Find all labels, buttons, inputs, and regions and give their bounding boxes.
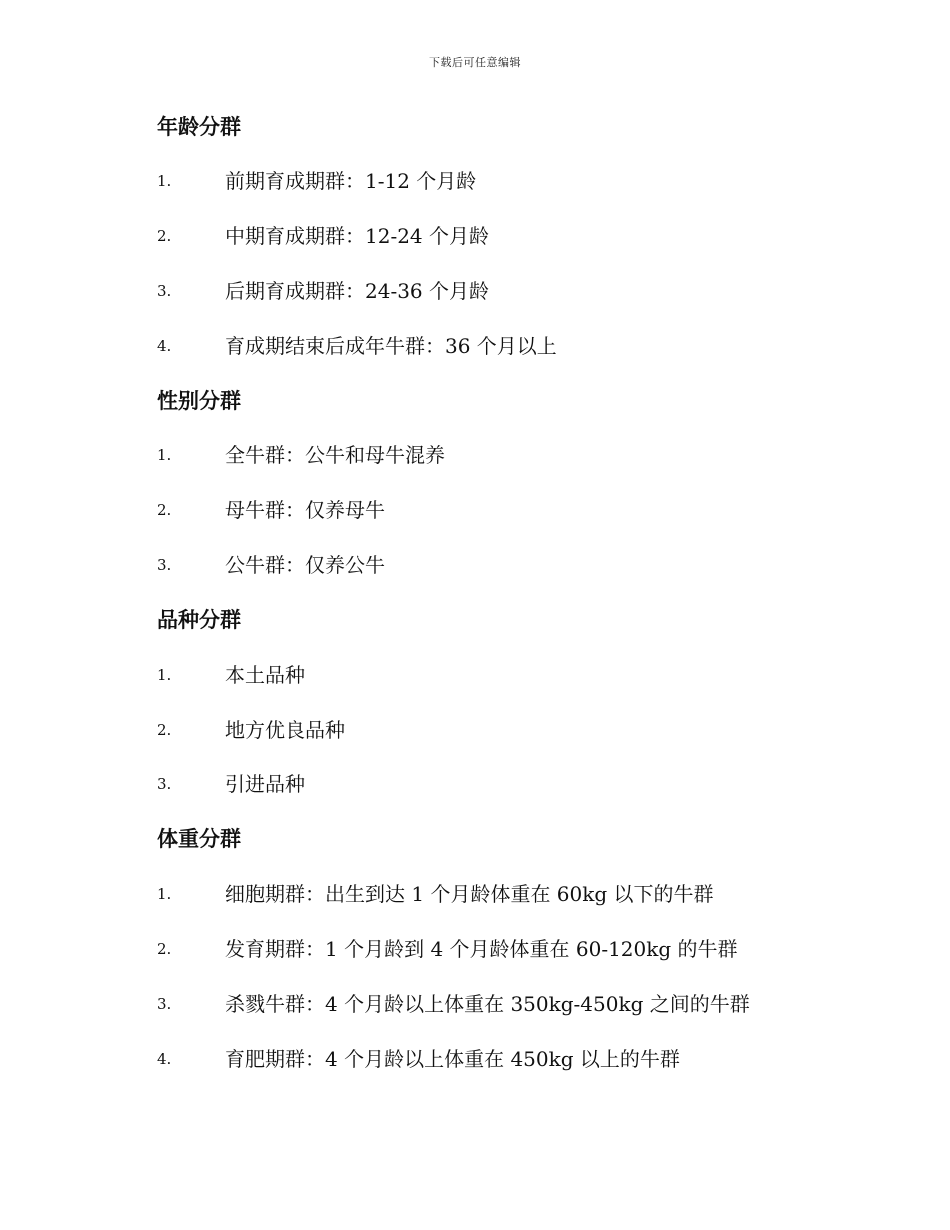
list-number: 2. bbox=[157, 501, 172, 519]
page-header: 下载后可任意编辑 bbox=[429, 56, 521, 69]
list-text: 全牛群：公牛和母牛混养 bbox=[225, 443, 445, 467]
section-heading-gender: 性别分群 bbox=[157, 389, 241, 413]
list-number: 4. bbox=[157, 337, 172, 355]
section-heading-age: 年龄分群 bbox=[157, 115, 241, 139]
list-item bbox=[157, 769, 857, 799]
list-item bbox=[157, 715, 857, 745]
list-item bbox=[157, 276, 857, 306]
list-text: 育成期结束后成年牛群：36 个月以上 bbox=[225, 334, 557, 358]
list-item bbox=[157, 331, 857, 361]
list-item bbox=[157, 660, 857, 690]
list-number: 4. bbox=[157, 1050, 172, 1068]
list-number: 1. bbox=[157, 446, 172, 464]
list-text: 中期育成期群：12-24 个月龄 bbox=[225, 224, 490, 248]
list-text: 引进品种 bbox=[225, 772, 305, 796]
list-number: 3. bbox=[157, 995, 172, 1013]
list-number: 1. bbox=[157, 885, 172, 903]
list-text: 育肥期群：4 个月龄以上体重在 450kg 以上的牛群 bbox=[225, 1047, 680, 1071]
section-heading-breed: 品种分群 bbox=[157, 608, 241, 632]
list-number: 3. bbox=[157, 556, 172, 574]
list-text: 公牛群：仅养公牛 bbox=[225, 553, 385, 577]
list-number: 1. bbox=[157, 666, 172, 684]
list-number: 1. bbox=[157, 172, 172, 190]
list-text: 地方优良品种 bbox=[225, 718, 345, 742]
list-item bbox=[157, 550, 857, 580]
list-text: 杀戮牛群：4 个月龄以上体重在 350kg-450kg 之间的牛群 bbox=[225, 992, 750, 1016]
list-item bbox=[157, 221, 857, 251]
list-number: 3. bbox=[157, 775, 172, 793]
list-text: 细胞期群：出生到达 1 个月龄体重在 60kg 以下的牛群 bbox=[225, 882, 714, 906]
list-text: 后期育成期群：24-36 个月龄 bbox=[225, 279, 490, 303]
list-item bbox=[157, 495, 857, 525]
list-number: 3. bbox=[157, 282, 172, 300]
list-number: 2. bbox=[157, 227, 172, 245]
list-number: 2. bbox=[157, 721, 172, 739]
list-text: 本土品种 bbox=[225, 663, 305, 687]
list-item bbox=[157, 1044, 857, 1074]
list-text: 发育期群：1 个月龄到 4 个月龄体重在 60-120kg 的牛群 bbox=[225, 937, 738, 961]
list-item bbox=[157, 879, 857, 909]
list-text: 母牛群：仅养母牛 bbox=[225, 498, 385, 522]
list-item bbox=[157, 989, 857, 1019]
list-item bbox=[157, 440, 857, 470]
list-item bbox=[157, 166, 857, 196]
section-heading-weight: 体重分群 bbox=[157, 827, 241, 851]
list-text: 前期育成期群：1-12 个月龄 bbox=[225, 169, 477, 193]
list-item bbox=[157, 934, 857, 964]
list-number: 2. bbox=[157, 940, 172, 958]
